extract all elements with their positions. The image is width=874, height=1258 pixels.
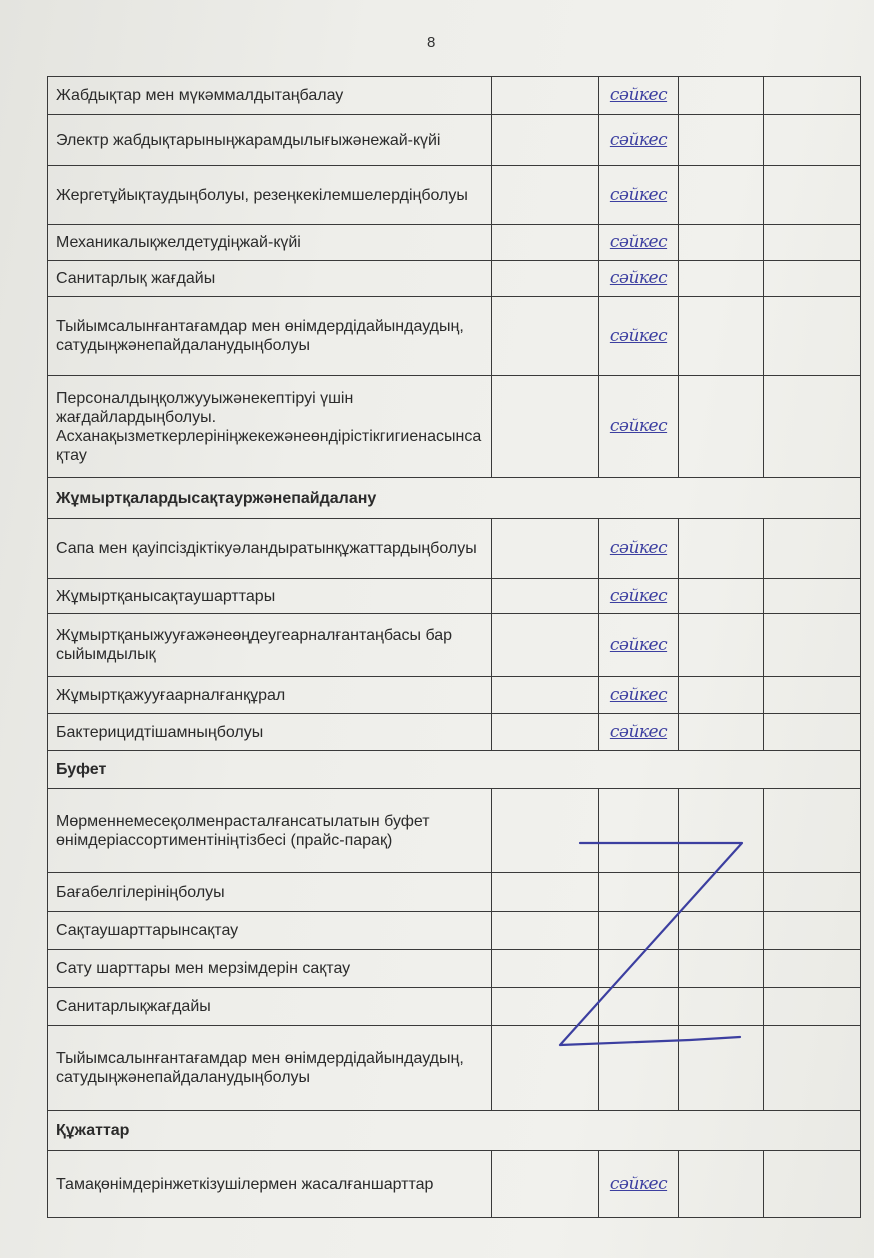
empty-cell (599, 988, 679, 1026)
compliance-mark-cell (599, 77, 679, 115)
compliance-mark: сәйкес (609, 585, 668, 606)
table-row (48, 873, 861, 912)
empty-cell (599, 1026, 679, 1111)
row-label: Бактерицидтішамныңболуы (48, 714, 492, 751)
empty-cell (764, 1026, 861, 1111)
empty-cell (492, 988, 599, 1026)
compliance-mark: сәйкес (609, 268, 668, 288)
compliance-mark: сәйкес (609, 85, 668, 105)
empty-cell (492, 677, 599, 714)
row-label: Сату шарттары мен мерзімдерін сақтау (48, 950, 492, 988)
empty-cell (679, 77, 764, 115)
compliance-mark-cell (599, 714, 679, 751)
table-row (48, 297, 861, 376)
empty-cell (492, 714, 599, 751)
empty-cell (764, 115, 861, 166)
empty-cell (764, 77, 861, 115)
empty-cell (679, 873, 764, 912)
row-label: Персоналдыңқолжууыжәнекептіруі үшін жағдайлардыңболуы. Асханақызметкерлерініңжекежәнеөндірістікгигиенасынсақтау (48, 376, 492, 478)
table-row (48, 677, 861, 714)
empty-cell (679, 297, 764, 376)
empty-cell (764, 519, 861, 579)
compliance-mark-cell (599, 166, 679, 225)
empty-cell (492, 614, 599, 677)
table-row (48, 714, 861, 751)
section-title: Жұмыртқалардысақтауржәнепайдалану (48, 478, 861, 519)
table-row (48, 77, 861, 115)
empty-cell (764, 912, 861, 950)
empty-cell (764, 579, 861, 614)
empty-cell (679, 261, 764, 297)
empty-cell (599, 789, 679, 873)
empty-cell (679, 912, 764, 950)
empty-cell (679, 1151, 764, 1218)
empty-cell (764, 166, 861, 225)
empty-cell (764, 1151, 861, 1218)
table-row (48, 950, 861, 988)
row-label: Мөрменнемесеқолменрасталғансатылатын буфет өнімдеріассортиментініңтізбесі (прайс-парақ) (48, 789, 492, 873)
section-header-row (48, 751, 861, 789)
empty-cell (764, 297, 861, 376)
empty-cell (764, 714, 861, 751)
empty-cell (679, 519, 764, 579)
row-label: Тамақөнімдерінжеткізушілермен жасалғаншарттар (48, 1151, 492, 1218)
compliance-mark: сәйкес (609, 721, 668, 742)
compliance-mark-cell (599, 297, 679, 376)
compliance-mark: сәйкес (609, 684, 668, 705)
compliance-mark: сәйкес (609, 1173, 668, 1194)
empty-cell (764, 677, 861, 714)
table-row (48, 1026, 861, 1111)
empty-cell (492, 873, 599, 912)
table-row (48, 579, 861, 614)
empty-cell (492, 1026, 599, 1111)
empty-cell (492, 225, 599, 261)
empty-cell (492, 950, 599, 988)
empty-cell (764, 614, 861, 677)
row-label: Жұмыртқаныжууғажәнеөңдеугеарналғантаңбасы бар сыйымдылық (48, 614, 492, 677)
compliance-mark: сәйкес (609, 232, 668, 252)
empty-cell (764, 376, 861, 478)
compliance-mark-cell (599, 225, 679, 261)
table-row (48, 115, 861, 166)
row-label: Жергетұйықтаудыңболуы, резеңкекілемшелердіңболуы (48, 166, 492, 225)
empty-cell (764, 950, 861, 988)
empty-cell (679, 988, 764, 1026)
table-row (48, 1151, 861, 1218)
empty-cell (764, 789, 861, 873)
compliance-mark-cell (599, 115, 679, 166)
compliance-mark-cell (599, 677, 679, 714)
compliance-mark-cell (599, 614, 679, 677)
section-header-row (48, 478, 861, 519)
compliance-mark-cell (599, 376, 679, 478)
empty-cell (679, 115, 764, 166)
table-row (48, 614, 861, 677)
empty-cell (492, 579, 599, 614)
table-row (48, 789, 861, 873)
compliance-mark: сәйкес (609, 325, 668, 346)
compliance-mark: сәйкес (609, 129, 668, 150)
empty-cell (492, 912, 599, 950)
row-label: Сапа мен қауіпсіздіктікуәландыратынқұжаттардыңболуы (48, 519, 492, 579)
compliance-mark: сәйкес (609, 634, 668, 655)
empty-cell (679, 789, 764, 873)
row-label: Жабдықтар мен мүкәммалдытаңбалау (48, 77, 492, 115)
section-header-row (48, 1111, 861, 1151)
empty-cell (492, 1151, 599, 1218)
row-label: Тыйымсалынғантағамдар мен өнімдердідайындаудың, сатудыңжәнепайдаланудыңболуы (48, 1026, 492, 1111)
empty-cell (679, 1026, 764, 1111)
row-label: Жұмыртқанысақтаушарттары (48, 579, 492, 614)
compliance-mark: сәйкес (609, 416, 668, 436)
row-label: Санитарлық жағдайы (48, 261, 492, 297)
compliance-mark-cell (599, 261, 679, 297)
empty-cell (492, 519, 599, 579)
empty-cell (679, 714, 764, 751)
empty-cell (599, 912, 679, 950)
empty-cell (492, 77, 599, 115)
empty-cell (599, 873, 679, 912)
table-row (48, 988, 861, 1026)
table-row (48, 376, 861, 478)
empty-cell (492, 789, 599, 873)
empty-cell (679, 950, 764, 988)
table-row (48, 912, 861, 950)
empty-cell (599, 950, 679, 988)
section-title: Буфет (48, 751, 861, 789)
empty-cell (679, 376, 764, 478)
empty-cell (679, 225, 764, 261)
compliance-mark-cell (599, 579, 679, 614)
row-label: Сақтаушарттарынсақтау (48, 912, 492, 950)
empty-cell (492, 261, 599, 297)
compliance-mark: сәйкес (609, 538, 668, 558)
row-label: Электр жабдықтарыныңжарамдылығыжәнежай-күйі (48, 115, 492, 166)
page-number: 8 (427, 34, 436, 51)
empty-cell (764, 873, 861, 912)
table-row (48, 519, 861, 579)
table-row (48, 225, 861, 261)
empty-cell (764, 261, 861, 297)
empty-cell (764, 225, 861, 261)
empty-cell (679, 677, 764, 714)
table-row (48, 166, 861, 225)
compliance-mark-cell (599, 1151, 679, 1218)
compliance-mark-cell (599, 519, 679, 579)
inspection-checklist-table (47, 76, 861, 1218)
section-title: Құжаттар (48, 1111, 861, 1151)
row-label: Бағабелгілерініңболуы (48, 873, 492, 912)
compliance-mark: сәйкес (609, 184, 668, 205)
empty-cell (492, 297, 599, 376)
empty-cell (679, 166, 764, 225)
empty-cell (679, 579, 764, 614)
table-row (48, 261, 861, 297)
row-label: Тыйымсалынғантағамдар мен өнімдердідайындаудың, сатудыңжәнепайдаланудыңболуы (48, 297, 492, 376)
row-label: Санитарлықжағдайы (48, 988, 492, 1026)
empty-cell (764, 988, 861, 1026)
empty-cell (492, 376, 599, 478)
empty-cell (679, 614, 764, 677)
empty-cell (492, 115, 599, 166)
row-label: Жұмыртқажууғаарналғанқұрал (48, 677, 492, 714)
empty-cell (492, 166, 599, 225)
row-label: Механикалықжелдетудіңжай-күйі (48, 225, 492, 261)
